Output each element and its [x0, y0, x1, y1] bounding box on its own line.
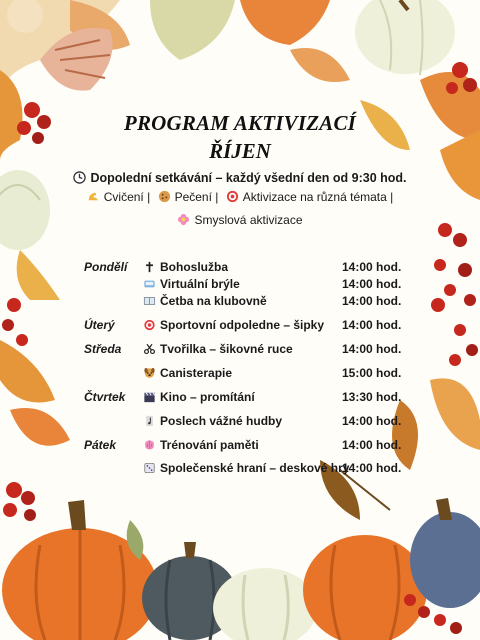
activity-label: Poslech vážné hudby: [160, 414, 283, 428]
cross-icon: [143, 261, 156, 273]
dice-icon: [143, 462, 156, 474]
activity: [143, 318, 324, 332]
time-label: 14:00 hod.: [342, 260, 402, 274]
schedule-row: [0, 366, 480, 386]
activity-label: Bohoslužba: [160, 260, 228, 274]
activity: [143, 390, 255, 404]
dog-icon: [143, 367, 156, 379]
flexed-arm-icon: [87, 190, 100, 203]
time-label: 14:00 hod.: [342, 342, 402, 356]
vr-goggles-icon: [143, 278, 156, 290]
activity-label: Virtuální brýle: [160, 277, 240, 291]
activity: [143, 260, 228, 274]
categories-line: [0, 190, 480, 204]
category-themed-activation: Aktivizace na různá témata |: [242, 190, 394, 204]
day-label: Úterý: [84, 318, 115, 332]
activity-label: Sportovní odpoledne – šipky: [160, 318, 325, 332]
day-label: Středa: [84, 342, 122, 356]
category-baking: Pečení |: [174, 190, 219, 204]
music-icon: [143, 415, 156, 427]
scissors-icon: [143, 343, 156, 355]
clock-icon: [73, 171, 86, 184]
activity: [143, 414, 282, 428]
schedule-row: [0, 318, 480, 338]
day-label: Pátek: [84, 438, 117, 452]
activity: [143, 438, 259, 452]
cookie-icon: [158, 190, 171, 203]
time-label: 14:00 hod.: [342, 277, 402, 291]
target-icon: [143, 319, 156, 331]
top-right-leaves-cluster: [240, 0, 480, 200]
program-title: PROGRAM AKTIVIZACÍ: [123, 111, 357, 135]
day-label: Pondělí: [84, 260, 128, 274]
schedule-row: [0, 461, 480, 481]
schedule-row: [0, 342, 480, 362]
category-sensory: Smyslová aktivizace: [194, 213, 303, 227]
day-label: Čtvrtek: [84, 390, 126, 404]
activity-label: Četba na klubovně: [160, 294, 267, 308]
activity-label: Společenské hraní – deskové hry: [160, 461, 350, 475]
schedule-row: [0, 414, 480, 434]
time-label: 14:00 hod.: [342, 318, 402, 332]
book-icon: [143, 295, 156, 307]
activity: [143, 277, 240, 291]
activity-label: Kino – promítání: [160, 390, 255, 404]
activity-label: Tvořilka – šikovné ruce: [160, 342, 293, 356]
schedule-row: [0, 438, 480, 458]
activity-label: Trénování paměti: [160, 438, 259, 452]
bottom-pumpkins: [2, 460, 480, 640]
time-label: 13:30 hod.: [342, 390, 402, 404]
clapperboard-icon: [143, 391, 156, 403]
category-exercise: Cvičení |: [103, 190, 151, 204]
activity: [143, 342, 293, 356]
schedule-row: [0, 294, 480, 314]
target-icon: [226, 190, 239, 203]
time-label: 14:00 hod.: [342, 461, 402, 475]
schedule-note-text: Dopolední setkávání – každý všední den od 9:30 hod.: [90, 171, 407, 185]
brain-icon: [143, 439, 156, 451]
schedule-note: [0, 171, 480, 185]
time-label: 14:00 hod.: [342, 438, 402, 452]
categories-line-2: [0, 213, 480, 227]
activity: [143, 294, 267, 308]
time-label: 14:00 hod.: [342, 294, 402, 308]
schedule-row: [0, 390, 480, 410]
activity: [143, 366, 232, 380]
activity-label: Canisterapie: [160, 366, 233, 380]
time-label: 14:00 hod.: [342, 414, 402, 428]
flower-icon: [177, 213, 190, 226]
activity: [143, 461, 349, 475]
month-title: ŘÍJEN: [209, 139, 271, 163]
time-label: 15:00 hod.: [342, 366, 402, 380]
